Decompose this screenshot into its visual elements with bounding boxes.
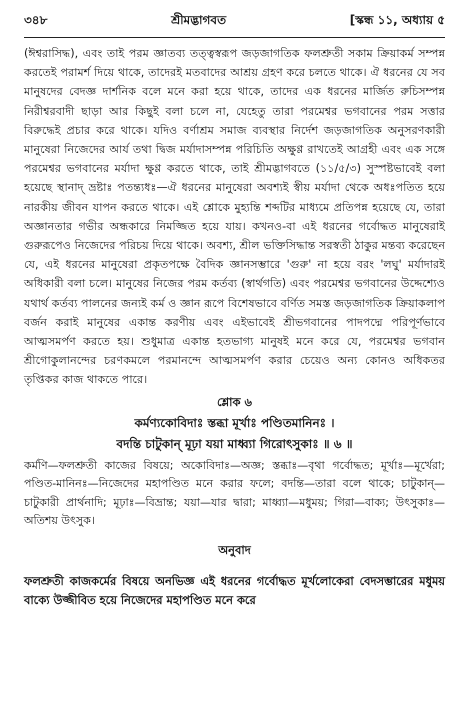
page-header	[24, 0, 445, 34]
page-number: ৩৪৮	[24, 13, 48, 27]
chapter-reference: [স্কন্ধ ১১, অধ্যায় ৫	[349, 13, 445, 27]
synonyms-paragraph: কর্মণি—ফলশ্রুতী কাজের বিষয়ে; অকোবিদাঃ—অজ্ঞ; স্তব্ধাঃ—বৃথা গর্বোদ্ধত; মূর্খাঃ—মূর্খেরা; পণ্ডিত-মানিনঃ—নিজেদের মহাপণ্ডিত মনে করার ফলে; বদন্তি—তারা বলে থাকে; চাটুকান্—চাটুকারী প্রার্থনাদি; মূঢ়াঃ—বিভ্রান্ত; যয়া—যার দ্বারা; মাধ্ব্যা—মধুময়; গিরা—বাক্য; উৎসুকাঃ—অতিশয় উৎসুক।	[24, 458, 445, 528]
header-divider	[24, 37, 445, 38]
verse-heading: শ্লোক ৬	[216, 394, 253, 409]
translation-heading: অনুবাদ	[218, 543, 251, 558]
purport-paragraph: (ঈশ্বরাসিদ্ধ), এবং তাই পরম জ্ঞাতব্য তত্ত্বস্বরূপ জড়জাগতিক ফলশ্রুতী সকাম ক্রিয়াকর্ম সম্পন্ন করতেই পরামর্শ দিয়ে থাকে, তাদেরই মতবাদের আশ্রয় গ্রহণ করে চলতে থাকে। ঐ ধরনের যে সব মানুষদের বেদজ্ঞ দার্শনিক বলে মনে করা হয়ে থাকে, তাদের এক ধরনের মার্জিত রুচিসম্পন্ন নিরীশ্বরবাদী ছাড়া আর কিছুই বলা চলে না, যেহেতু তারা পরমেশ্বর ভগবানের পরম সত্তার বিরুদ্ধেই প্রচার করে থাকে। যদিও বর্ণাশ্রম সমাজ ব্যবস্থার নির্দেশ জড়জাগতিক অনুসরণকারী মানুষেরা নিজেদের আর্য তথা দ্বিজ মর্যাদাসম্পন্ন পরিচিতি অক্ষুণ্ণ রাখতেই আগ্রহী এবং এক সঙ্গে পরমেশ্বর ভগবানের মর্যাদা ক্ষুণ্ণ করতে থাকে, তাই শ্রীমদ্ভাগবতে (১১/৫/৩) সুস্পষ্টভাবেই বলা হয়েছে স্থানাদ্ ভ্রষ্টাঃ পতন্ত্যধঃ—ঐ ধরনের মানুষেরা অবশ্যই স্বীয় মর্যাদা থেকে অধঃপতিত হয়ে নারকীয় জীবন যাপন করতে থাকে। এই শ্লোকে মুহ্যন্তি শব্দটির মাধ্যমে প্রতিপন্ন হয়েছে যে, তারা অজ্ঞানতার গভীর অন্ধকারে নিমজ্জিত হয়ে যায়। কখনও-বা এই ধরনের গর্বোদ্ধত মানুষেরাই গুরুরূপেও নিজেদের পরিচয় দিয়ে থাকে। অবশ্য, শ্রীল ভক্তিসিদ্ধান্ত সরস্বতী ঠাকুর মন্তব্য করেছেন যে, এই ধরনের মানুষেরা প্রকৃতপক্ষে বৈদিক জ্ঞানসম্ভারে 'গুরু' না হয়ে বরং 'লঘু' মর্যাদারই অধিকারী বলা চলে। মানুষের নিজের পরম কর্তব্য (স্বার্থগতি) এবং পরমেশ্বর ভগবানের উদ্দেশ্যেও যথার্থ কর্তব্য পালনের জন্যই কর্ম ও জ্ঞান রূপে বিশেষভাবে বর্ণিত সমস্ত জড়জাগতিক ক্রিয়াকলাপ বর্জন করাই মানুষের একান্ত করণীয় এবং এইভাবেই শ্রীভগবানের পাদপদ্মে পরিপূর্ণভাবে আত্মসমর্পণ করতে হয়। শুধুমাত্র একান্ত হতভাগ্য মানুষই মনে করে যে, পরমেশ্বর ভগবান শ্রীগোকুলানন্দের চরণকমলে পরমানন্দে আত্মসমর্পণ করার চেয়েও অন্য কোনও অধিকতর তৃপ্তিকর কাজ থাকতে পারে।	[24, 47, 445, 387]
translation-paragraph: ফলশ্রুতী কাজকর্মের বিষয়ে অনভিজ্ঞ এই ধরনের গর্বোদ্ধত মূর্খলোকেরা বেদসম্ভারের মধুময় বাক্যে উজ্জীবিত হয়ে নিজেদের মহাপণ্ডিত মনে করে	[24, 574, 445, 608]
verse-line-1: কর্মণ্যকোবিদাঃ স্তব্ধা মূর্খাঃ পণ্ডিতমানিনঃ ।	[134, 415, 335, 430]
book-title: শ্রীমদ্ভাগবত	[171, 13, 227, 27]
verse-line-2: বদন্তি চাটুকান্ মূঢ়া যয়া মাধ্ব্যা গিরোৎসুকাঃ ॥ ৬ ॥	[116, 436, 353, 451]
